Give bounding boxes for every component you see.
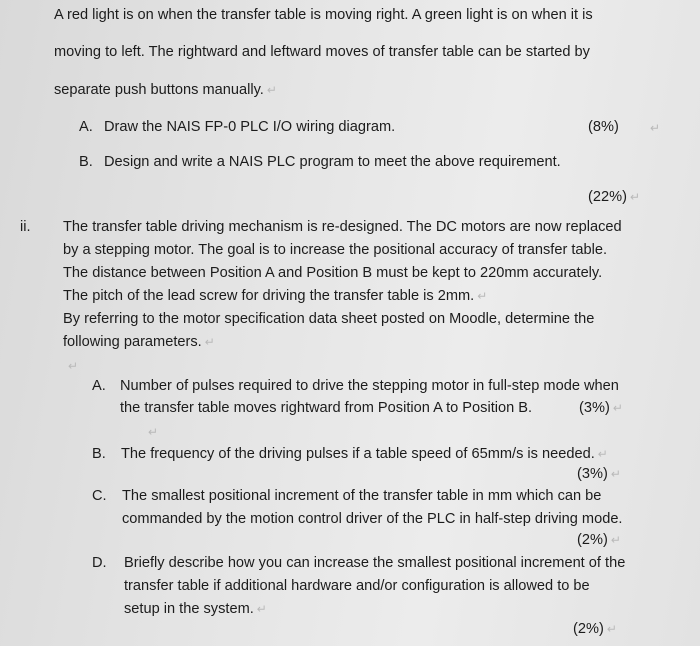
question-d-letter: D. xyxy=(92,555,107,571)
part-i-a-marks: (8%) xyxy=(588,119,619,135)
question-b-marks: (3%) ↵ xyxy=(577,466,621,482)
part-ii-numeral: ii. xyxy=(20,219,31,235)
return-mark-icon: ↵ xyxy=(597,447,608,461)
question-a-marks: (3%) ↵ xyxy=(579,400,623,416)
question-a-line-1: Number of pulses required to drive the stepping motor in full-step mode when xyxy=(120,378,619,394)
part-i-a-letter: A. xyxy=(79,119,93,135)
intro-line-1: A red light is on when the transfer table is moving right. A green light is on when it is xyxy=(54,7,593,23)
part-ii-line-6: following parameters. ↵ xyxy=(63,334,215,350)
intro-line-3: separate push buttons manually. ↵ xyxy=(54,82,277,98)
return-mark-icon: ↵ xyxy=(266,83,277,97)
question-a-line-2: the transfer table moves rightward from Position A to Position B. xyxy=(120,400,533,416)
return-mark-icon: ↵ xyxy=(629,190,640,204)
part-i-b-marks: (22%) ↵ xyxy=(588,189,640,205)
question-d-marks: (2%) ↵ xyxy=(573,621,617,637)
question-d-line-2: transfer table if additional hardware and/or configuration is allowed to be xyxy=(124,578,590,594)
return-mark-icon: ↵ xyxy=(610,533,621,547)
question-b-letter: B. xyxy=(92,446,106,462)
question-c-line-1: The smallest positional increment of the transfer table in mm which can be xyxy=(122,488,602,504)
question-a-letter: A. xyxy=(92,378,106,394)
question-b-line-1: The frequency of the driving pulses if a table speed of 65mm/s is needed. ↵ xyxy=(121,446,608,462)
part-ii-line-3: The distance between Position A and Position B must be kept to 220mm accurately. xyxy=(63,265,603,281)
return-mark-icon: ↵ xyxy=(606,622,617,636)
part-ii-line-1: The transfer table driving mechanism is re-designed. The DC motors are now replaced xyxy=(63,219,622,235)
question-d-line-3: setup in the system. ↵ xyxy=(124,601,267,617)
return-mark-icon: ↵ xyxy=(148,425,159,439)
return-mark-icon: ↵ xyxy=(477,289,488,303)
return-mark-icon: ↵ xyxy=(256,602,267,616)
question-c-letter: C. xyxy=(92,488,107,504)
question-d-line-1: Briefly describe how you can increase the smallest positional increment of the xyxy=(124,555,626,571)
question-c-marks: (2%) ↵ xyxy=(577,532,621,548)
intro-line-2: moving to left. The rightward and leftward moves of transfer table can be started by xyxy=(54,44,590,60)
question-c-line-2: commanded by the motion control driver of the PLC in half-step driving mode. xyxy=(122,511,623,527)
return-mark-icon: ↵ xyxy=(612,401,623,415)
return-mark-icon: ↵ xyxy=(610,467,621,481)
part-i-a-text: Draw the NAIS FP-0 PLC I/O wiring diagram. xyxy=(104,119,396,135)
part-ii-line-4: The pitch of the lead screw for driving the transfer table is 2mm. ↵ xyxy=(63,288,488,304)
part-i-b-text: Design and write a NAIS PLC program to meet the above requirement. xyxy=(104,154,561,170)
return-mark-icon: ↵ xyxy=(68,359,79,373)
return-mark-icon: ↵ xyxy=(650,121,661,135)
return-mark-icon: ↵ xyxy=(204,335,215,349)
part-ii-line-5: By referring to the motor specification data sheet posted on Moodle, determine the xyxy=(63,311,595,327)
part-ii-line-2: by a stepping motor. The goal is to increase the positional accuracy of transfer table. xyxy=(63,242,608,258)
part-i-b-letter: B. xyxy=(79,154,93,170)
